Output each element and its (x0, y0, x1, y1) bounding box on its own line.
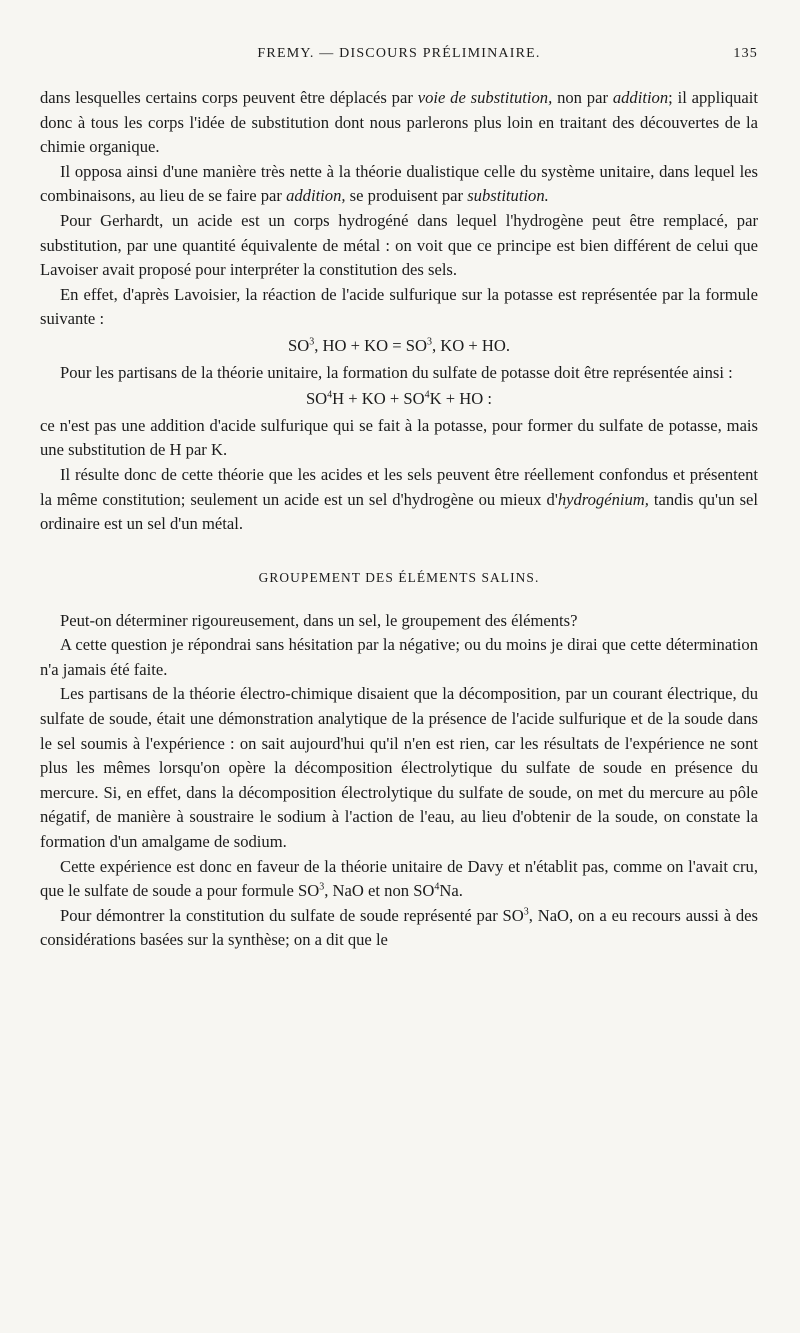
emphasis: voie de substitution, (417, 88, 553, 107)
emphasis: hydrogénium, (557, 489, 649, 509)
emphasis: addition (612, 88, 669, 107)
paragraph-6: ce n'est pas une addition d'acide sulfurique qui se fait à la potasse, pour former du sulfate de potasse, mais une substitution de H par K. (40, 415, 758, 460)
paragraph-7: Il résulte donc de cette théorie que les acides et les sels peuvent être réellement confondus et présentent la même constitution; seulement un acide est un sel d'hydrogène ou mieux d'hydrogénium, tandis qu'un sel ordinaire est un sel d'un métal. (40, 464, 758, 534)
paragraph-2: Il opposa ainsi d'une manière très nette à la théorie dualistique celle du système unitaire, dans lequel les combinaisons, au lieu de se faire par addition, se produisent par substitution. (40, 161, 758, 206)
page-number: 135 (733, 46, 758, 61)
paragraph-12: Pour démontrer la constitution du sulfate de soude représenté par $SO^3$, NaO, on a eu recours aussi à des considérations basées sur la synthèse; on a dit que le (40, 905, 758, 950)
body-text (40, 86, 758, 953)
paragraph-9: A cette question je répondrai sans hésitation par la négative; ou du moins je dirai que cette détermination n'a jamais été faite. (40, 635, 758, 679)
paragraph-5: Pour les partisans de la théorie unitaire, la formation du sulfate de potasse doit être représentée ainsi : (60, 362, 733, 382)
paragraph-11: Cette expérience est donc en faveur de la théorie unitaire de Davy et n'établit pas, comme on l'avait cru, que le sulfate de soude a pour formule $SO^3$, NaO et non $SO^4Na$. (40, 856, 758, 901)
paragraph-1: dans lesquelles certains corps peuvent être déplacés par voie de substitution, non par addition; il appliquait donc à tous les corps l'idée de substitution dont nous parlerons plus loin en traitant des découvertes de la chimie organique. (40, 88, 758, 157)
paragraph-4: En effet, d'après Lavoisier, la réaction de l'acide sulfurique sur la potasse est représentée par la formule suivante : (40, 284, 758, 329)
running-title: FREMY. — DISCOURS PRÉLIMINAIRE. (257, 46, 541, 61)
formula-lavoisier: $SO^3$, HO + KO = $SO^3$, KO + HO. (287, 335, 511, 355)
emphasis: addition, (286, 186, 346, 206)
paragraph-3: Pour Gerhardt, un acide est un corps hydrogéné dans lequel l'hydrogène peut être remplacé, par substitution, par une quantité équivalente de métal : on voit que ce principe est bien différent de celui que Lavoiser avait proposé pour interpréter la constitution des sels. (40, 210, 758, 280)
section-heading: GROUPEMENT DES ÉLÉMENTS SALINS. (258, 569, 540, 585)
formula-unitaire: $SO^4H$ + KO + $SO^4K$ + HO : (305, 389, 493, 409)
paragraph-10: Les partisans de la théorie électro-chimique disaient que la décomposition, par un courant électrique, du sulfate de soude, était une démonstration analytique de la présence de l'acide sulfurique et de la soude dans le sel soumis à l'expérience : on sait aujourd'hui qu'il n'en est rien, car les résultats de l'expérience ne sont plus les mêmes lorsqu'on opère la décomposition électrolytique du sulfate de soude en présence du mercure. Si, en effet, dans la décomposition électrolytique du sulfate de soude, on met du mercure au pôle négatif, de manière à soustraire le sodium à l'action de l'eau, au lieu d'obtenir de la soude, on constate la formation d'un amalgame de sodium. (40, 684, 758, 852)
emphasis: substitution. (467, 186, 549, 206)
paragraph-8: Peut-on déterminer rigoureusement, dans un sel, le groupement des éléments? (60, 610, 578, 630)
running-head (40, 46, 758, 68)
